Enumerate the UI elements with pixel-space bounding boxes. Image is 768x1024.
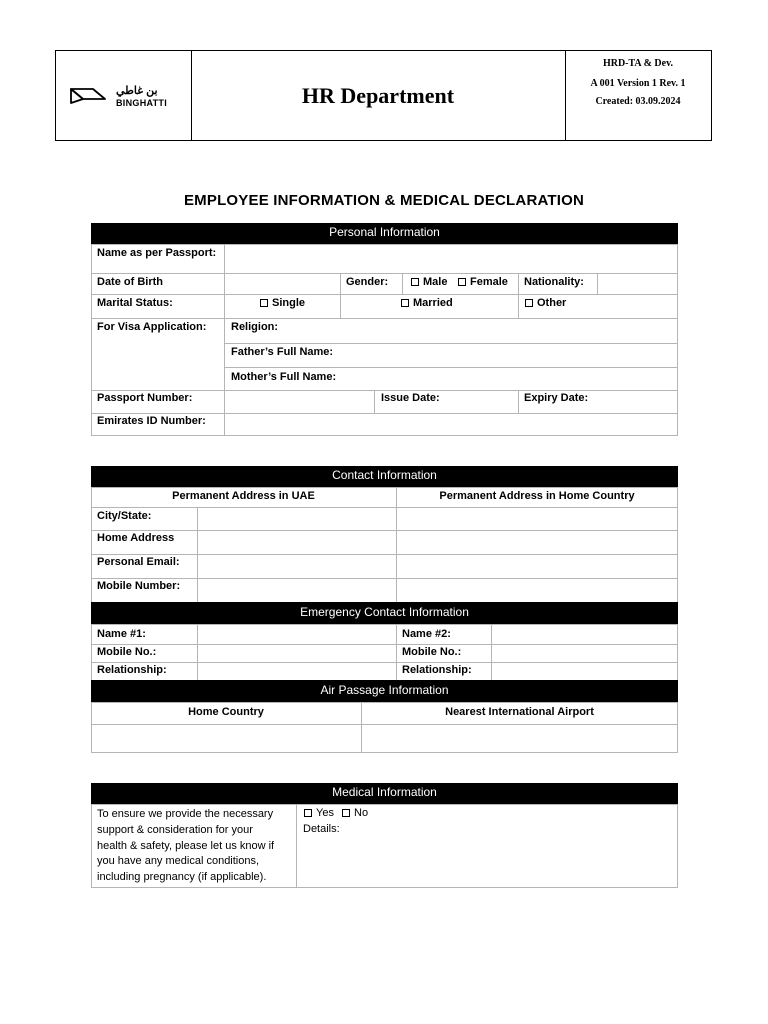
medical-no-option[interactable] bbox=[342, 807, 368, 819]
doc-version: A 001 Version 1 Rev. 1 bbox=[590, 78, 686, 89]
male-label: Male bbox=[423, 276, 448, 288]
row-divider bbox=[91, 530, 678, 531]
row-divider bbox=[91, 554, 678, 555]
no-checkbox[interactable] bbox=[342, 809, 350, 817]
column-divider bbox=[340, 273, 341, 318]
female-checkbox[interactable] bbox=[458, 278, 466, 286]
row-divider bbox=[91, 662, 678, 663]
issue-date-label: Issue Date: bbox=[381, 392, 440, 404]
air-passage-section-header: Air Passage Information bbox=[91, 680, 678, 703]
doc-code: HRD-TA & Dev. bbox=[602, 58, 674, 69]
gender-female-option[interactable] bbox=[458, 276, 508, 288]
binghatti-logo-icon bbox=[69, 87, 107, 105]
uae-address-header: Permanent Address in UAE bbox=[172, 490, 315, 502]
column-divider bbox=[224, 244, 225, 436]
expiry-date-label: Expiry Date: bbox=[524, 392, 589, 404]
logo-cell bbox=[56, 51, 192, 140]
column-divider bbox=[296, 804, 297, 888]
column-divider bbox=[396, 487, 397, 603]
document-meta bbox=[565, 51, 711, 140]
home-country-address-header: Permanent Address in Home Country bbox=[439, 490, 635, 502]
yes-label: Yes bbox=[316, 807, 334, 819]
row-divider bbox=[91, 644, 678, 645]
form-title: EMPLOYEE INFORMATION & MEDICAL DECLARATION bbox=[183, 192, 585, 209]
marital-married-option[interactable] bbox=[401, 297, 453, 309]
personal-section-header: Personal Information bbox=[91, 223, 678, 245]
medical-description-line: To ensure we provide the necessary bbox=[97, 808, 274, 820]
name1-label: Name #1: bbox=[97, 628, 146, 640]
logo-text: BINGHATTI bbox=[116, 98, 168, 108]
column-divider bbox=[518, 390, 519, 413]
dob-label: Date of Birth bbox=[97, 276, 163, 288]
emergency-contact-table bbox=[91, 624, 678, 681]
relationship2-label: Relationship: bbox=[402, 664, 472, 676]
emirates-id-label: Emirates ID Number: bbox=[97, 415, 206, 427]
home-country-header: Home Country bbox=[188, 706, 264, 718]
other-label: Other bbox=[537, 297, 567, 309]
marital-single-option[interactable] bbox=[260, 297, 305, 309]
column-divider bbox=[597, 273, 598, 294]
column-divider bbox=[396, 624, 397, 681]
column-divider bbox=[197, 507, 198, 603]
mobile1-label: Mobile No.: bbox=[97, 646, 157, 658]
yes-checkbox[interactable] bbox=[304, 809, 312, 817]
single-checkbox[interactable] bbox=[260, 299, 268, 307]
row-divider bbox=[91, 390, 678, 391]
doc-created-date: Created: 03.09.2024 bbox=[595, 96, 681, 107]
home-country-field[interactable] bbox=[93, 726, 359, 751]
column-divider bbox=[491, 624, 492, 681]
emergency-section-header: Emergency Contact Information bbox=[91, 602, 678, 625]
department-title: HR Department bbox=[191, 51, 566, 140]
row-divider bbox=[91, 318, 678, 319]
home-address-label: Home Address bbox=[97, 532, 175, 544]
nationality-field[interactable] bbox=[599, 275, 676, 293]
document-header bbox=[55, 50, 712, 141]
contact-section-header: Contact Information bbox=[91, 466, 678, 488]
religion-label: Religion: bbox=[231, 321, 279, 333]
gender-label: Gender: bbox=[346, 276, 389, 288]
medical-details-field[interactable] bbox=[346, 822, 676, 886]
no-label: No bbox=[354, 807, 369, 819]
visa-application-label: For Visa Application: bbox=[97, 321, 207, 333]
male-checkbox[interactable] bbox=[411, 278, 419, 286]
row-divider bbox=[91, 578, 678, 579]
column-divider bbox=[402, 273, 403, 294]
passport-number-field[interactable] bbox=[226, 392, 372, 412]
personal-email-label: Personal Email: bbox=[97, 556, 180, 568]
medical-description bbox=[97, 807, 274, 886]
row-divider bbox=[91, 413, 678, 414]
mother-name-label: Mother’s Full Name: bbox=[231, 371, 337, 383]
city-state-label: City/State: bbox=[97, 510, 152, 522]
medical-yes-option[interactable] bbox=[304, 807, 334, 819]
name-passport-label: Name as per Passport: bbox=[97, 247, 217, 259]
married-label: Married bbox=[413, 297, 453, 309]
name2-label: Name #2: bbox=[402, 628, 451, 640]
marital-status-label: Marital Status: bbox=[97, 297, 173, 309]
row-divider bbox=[91, 507, 678, 508]
name-passport-field[interactable] bbox=[226, 246, 676, 272]
row-divider bbox=[91, 273, 678, 274]
medical-description-line: support & consideration for your bbox=[97, 823, 253, 836]
medical-section-header: Medical Information bbox=[91, 783, 678, 805]
passport-number-label: Passport Number: bbox=[97, 392, 193, 404]
relationship1-label: Relationship: bbox=[97, 664, 167, 676]
column-divider bbox=[374, 390, 375, 413]
medical-description-line: health & safety, please let us know if bbox=[97, 839, 275, 852]
column-divider bbox=[518, 273, 519, 318]
married-checkbox[interactable] bbox=[401, 299, 409, 307]
single-label: Single bbox=[272, 297, 306, 309]
column-divider bbox=[197, 624, 198, 681]
gender-male-option[interactable] bbox=[411, 276, 447, 288]
other-checkbox[interactable] bbox=[525, 299, 533, 307]
nearest-airport-header: Nearest International Airport bbox=[445, 706, 594, 718]
logo-arabic-text: بن غاطي bbox=[116, 85, 158, 97]
row-divider bbox=[91, 724, 678, 725]
row-divider bbox=[224, 343, 678, 344]
details-label: Details: bbox=[303, 823, 340, 835]
mobile-number-label: Mobile Number: bbox=[97, 580, 181, 592]
nationality-label: Nationality: bbox=[524, 276, 584, 288]
marital-other-option[interactable] bbox=[525, 297, 566, 309]
emirates-id-field[interactable] bbox=[226, 415, 676, 435]
female-label: Female bbox=[470, 276, 508, 288]
medical-description-line: including pregnancy (if applicable). bbox=[97, 871, 267, 884]
nearest-airport-field[interactable] bbox=[363, 726, 676, 751]
dob-field[interactable] bbox=[226, 275, 338, 293]
mobile2-label: Mobile No.: bbox=[402, 646, 462, 658]
row-divider bbox=[224, 367, 678, 368]
father-name-label: Father’s Full Name: bbox=[231, 346, 334, 358]
medical-description-line: you have any medical conditions, bbox=[97, 855, 260, 868]
row-divider bbox=[91, 294, 678, 295]
